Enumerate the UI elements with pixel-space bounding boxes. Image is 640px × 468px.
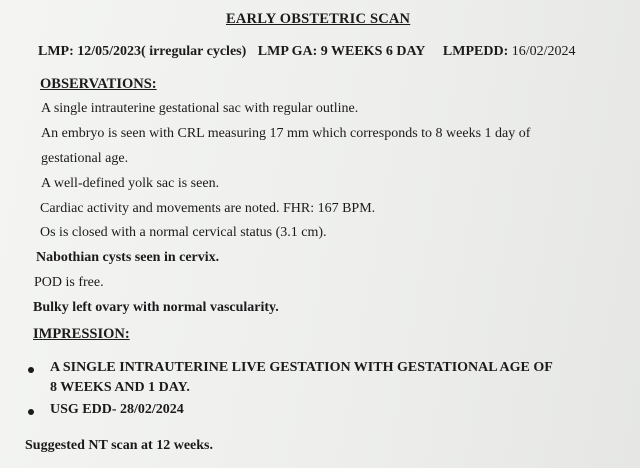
footer-note: Suggested NT scan at 12 weeks. (25, 438, 213, 453)
observation-line: Cardiac activity and movements are noted. FHR: 167 BPM. (40, 201, 376, 216)
lmp-gestational-age: LMP GA: 9 WEEKS 6 DAY (257, 44, 426, 59)
observation-line: POD is free. (34, 275, 104, 290)
bullet-dot-icon (28, 367, 34, 373)
impression-text: A SINGLE INTRAUTERINE LIVE GESTATION WITH GESTATIONAL AGE OF (50, 360, 553, 375)
observation-line: gestational age. (41, 151, 129, 166)
lmpedd-value: 16/02/2024 (511, 44, 576, 59)
observation-line-bold: Bulky left ovary with normal vascularity. (33, 300, 279, 315)
observation-line: A well-defined yolk sac is seen. (41, 176, 220, 191)
impression-bullet (28, 402, 428, 422)
observation-line-bold: Nabothian cysts seen in cervix. (36, 250, 220, 265)
bullet-dot-icon (28, 409, 34, 415)
lmp-line (38, 44, 576, 60)
impression-text: 8 WEEKS AND 1 DAY. (50, 380, 190, 395)
impression-heading: IMPRESSION: (33, 326, 130, 342)
observations-heading: OBSERVATIONS: (40, 76, 157, 92)
lmp-date: LMP: 12/05/2023( irregular cycles) (38, 44, 247, 59)
observation-line: A single intrauterine gestational sac with regular outline. (41, 101, 359, 116)
observation-line: An embryo is seen with CRL measuring 17 mm which corresponds to 8 weeks 1 day of (41, 126, 531, 141)
report-title: EARLY OBSTETRIC SCAN (226, 11, 411, 27)
impression-text: USG EDD- 28/02/2024 (50, 402, 184, 417)
observation-line: Os is closed with a normal cervical status (3.1 cm). (40, 225, 327, 240)
lmpedd-label: LMPEDD: (442, 44, 509, 59)
impression-bullet (28, 360, 628, 400)
